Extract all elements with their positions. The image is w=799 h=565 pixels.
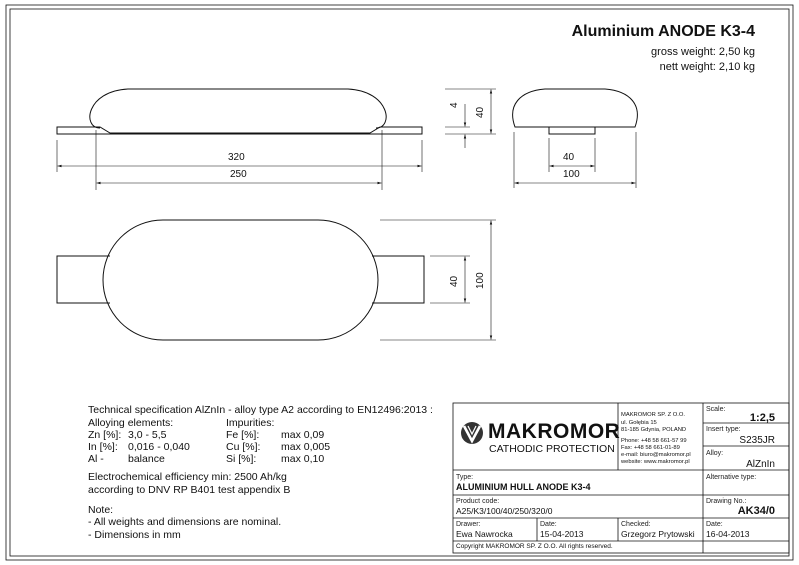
spec-alloy-name: Al - [88,453,104,465]
note-label: Note: [88,504,114,516]
note-item: - All weights and dimensions are nominal. [88,516,282,528]
end-view-strap [549,127,595,134]
address-line: Fax: +48 58 661-01-89 [621,445,680,451]
side-view-body [90,89,386,128]
spec-alloy-value: 0,016 - 0,040 [128,441,190,453]
spec-impurity-value: max 0,10 [281,453,325,465]
date-drawn-value: 15-04-2013 [540,529,584,539]
company-subtitle: CATHODIC PROTECTION [489,443,615,455]
end-view [513,89,638,134]
product-code-value: A25/K3/100/40/250/320/0 [456,506,553,516]
side-view [57,89,422,134]
checked-value: Grzegorz Prytowski [621,529,695,539]
date-drawn-label: Date: [540,521,557,528]
checked-label: Checked: [621,521,651,528]
drawing-no-value: AK34/0 [737,505,775,517]
drawing-title: Aluminium ANODE K3-4 [571,23,755,40]
spec-impurity-name: Fe [%]: [226,429,260,441]
end-view-body [513,89,638,127]
type-value: ALUMINIUM HULL ANODE K3-4 [456,482,591,492]
side-view-strap [57,127,422,134]
spec-heading: Technical specification AlZnIn - alloy type A2 according to EN12496:2013 : [88,404,433,416]
top-view [57,220,424,340]
spec-impurity-value: max 0,09 [281,429,325,441]
alloy-value: AlZnIn [746,459,775,470]
note-item: - Dimensions in mm [88,529,181,541]
address-line: e-mail: biuro@makromor.pl [621,452,691,458]
spec-impurity-value: max 0,005 [281,441,331,453]
scale-value: 1:2,5 [749,412,775,424]
spec-impurities-label: Impurities: [226,417,275,429]
spec-alloy-name: In [%]: [88,441,118,453]
dim-side-length-total: 320 [228,152,245,163]
spec-alloy-value: balance [128,453,165,465]
alloy-label: Alloy: [706,450,724,457]
dim-end-strap-width: 40 [563,152,575,163]
dim-side-strap-thickness: 4 [449,102,460,108]
insert-label: Insert type: [706,426,741,433]
dim-side-height: 40 [475,106,486,118]
address-line: Phone: +48 58 661-57 99 [621,438,687,444]
address-line: ul. Gołębia 15 [621,420,657,426]
company-name: MAKROMOR [488,420,621,443]
spec-alloy-value: 3,0 - 5,5 [128,429,167,441]
date-checked-value: 16-04-2013 [706,529,750,539]
copyright-notice: Copyright MAKROMOR SP. Z O.O. All rights reserved. [456,543,613,550]
spec-efficiency-line2: according to DNV RP B401 test appendix B [88,484,291,496]
drawing-no-label: Drawing No.: [706,498,747,505]
gross-weight: gross weight: 2,50 kg [651,46,755,58]
spec-impurity-name: Cu [%]: [226,441,261,453]
drawer-label: Drawer: [456,521,481,528]
address-line: 81-185 Gdynia, POLAND [621,427,687,433]
address-line: website: www.makromor.pl [621,459,690,465]
top-view-strap-right [372,256,424,303]
date-checked-label: Date: [706,521,723,528]
type-label: Type: [456,474,474,481]
side-height-dims [445,89,496,148]
product-code-label: Product code: [456,498,500,505]
drawer-value: Ewa Nawrocka [456,529,513,539]
nett-weight: nett weight: 2,10 kg [659,61,755,73]
dim-end-width: 100 [563,169,580,180]
spec-alloy-name: Zn [%]: [88,429,122,441]
makromor-logo-icon [461,422,483,444]
spec-impurity-name: Si [%]: [226,453,257,465]
spec-alloying-label: Alloying elements: [88,417,174,429]
scale-label: Scale: [706,406,726,413]
dim-side-length-body: 250 [230,169,247,180]
dim-top-strap-width: 40 [449,275,460,287]
spec-efficiency-line1: Electrochemical efficiency min: 2500 Ah/kg [88,471,287,483]
dim-top-width: 100 [475,272,486,289]
top-view-body [103,220,378,340]
insert-value: S235JR [739,435,775,446]
address-line: MAKROMOR SP. Z O.O. [621,412,685,418]
top-view-strap-left [57,256,110,303]
alternative-type-label: Alternative type: [706,474,757,481]
